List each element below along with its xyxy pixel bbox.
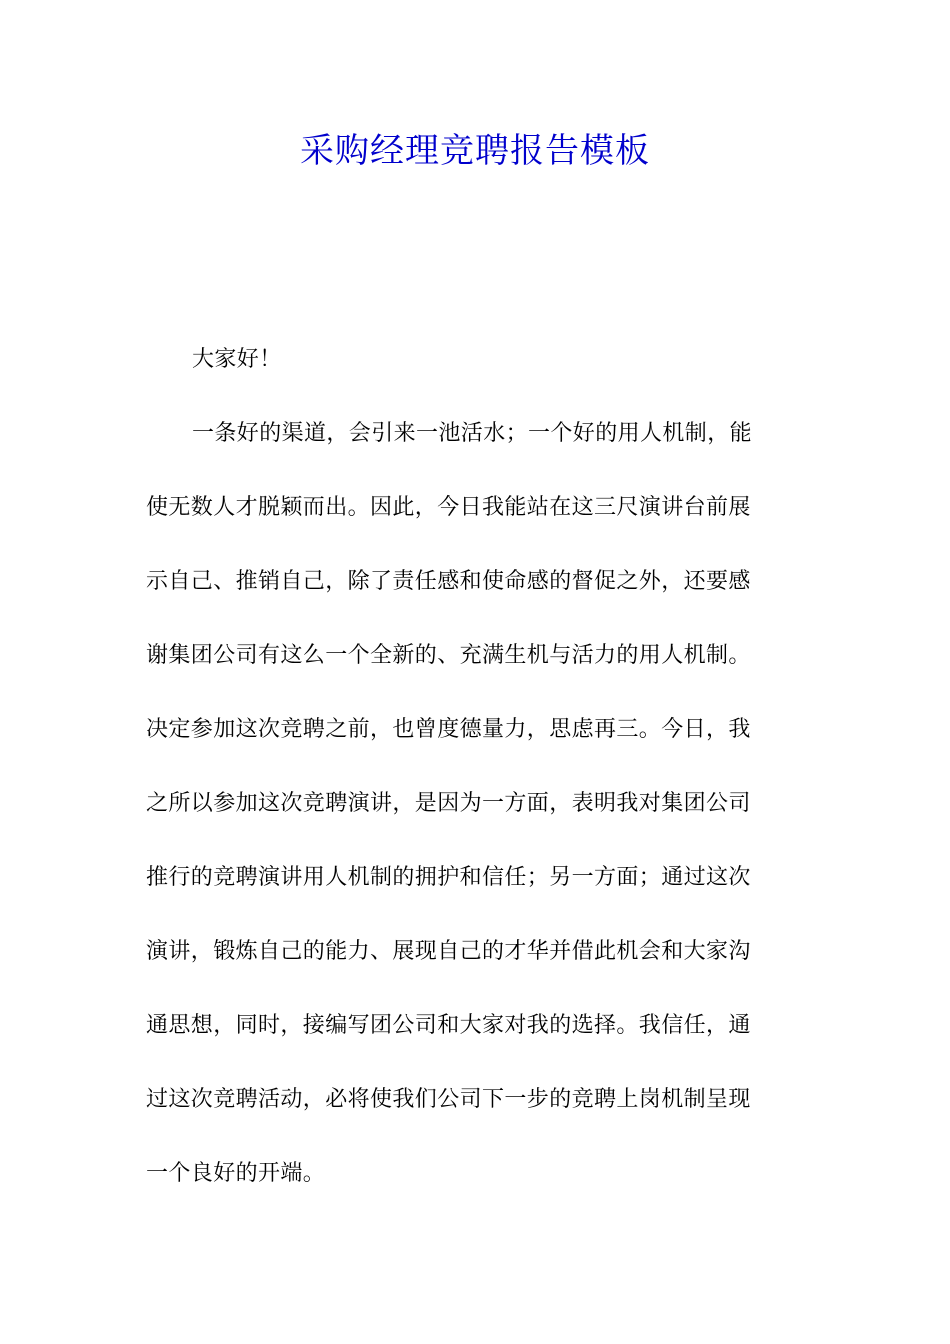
paragraph-line: 一个良好的开端。 [146, 1161, 326, 1186]
document-body [146, 338, 806, 1226]
paragraph-line: 谢集团公司有这么一个全新的、充满生机与活力的用人机制。 [146, 643, 751, 668]
paragraph-line: 一条好的渠道，会引来一池活水；一个好的用人机制，能 [192, 421, 753, 446]
paragraph-line: 推行的竞聘演讲用人机制的拥护和信任；另一方面；通过这次 [146, 865, 751, 890]
paragraph-line: 演讲，锻炼自己的能力、展现自己的才华并借此机会和大家沟 [146, 939, 751, 964]
paragraph-line: 通思想，同时，接编写团公司和大家对我的选择。我信任，通 [146, 1013, 751, 1038]
paragraph-line: 决定参加这次竞聘之前，也曾度德量力，思虑再三。今日，我 [146, 717, 751, 742]
paragraph-line: 使无数人才脱颖而出。因此，今日我能站在这三尺演讲台前展 [146, 495, 751, 520]
paragraph-line: 过这次竞聘活动，必将使我们公司下一步的竞聘上岗机制呈现 [146, 1087, 751, 1112]
greeting-line: 大家好！ [192, 347, 282, 372]
paragraph-line: 示自己、推销自己，除了责任感和使命感的督促之外，还要感 [146, 569, 751, 594]
document-title: 采购经理竞聘报告模板 [300, 131, 650, 171]
paragraph-line: 之所以参加这次竞聘演讲，是因为一方面，表明我对集团公司 [146, 791, 751, 816]
